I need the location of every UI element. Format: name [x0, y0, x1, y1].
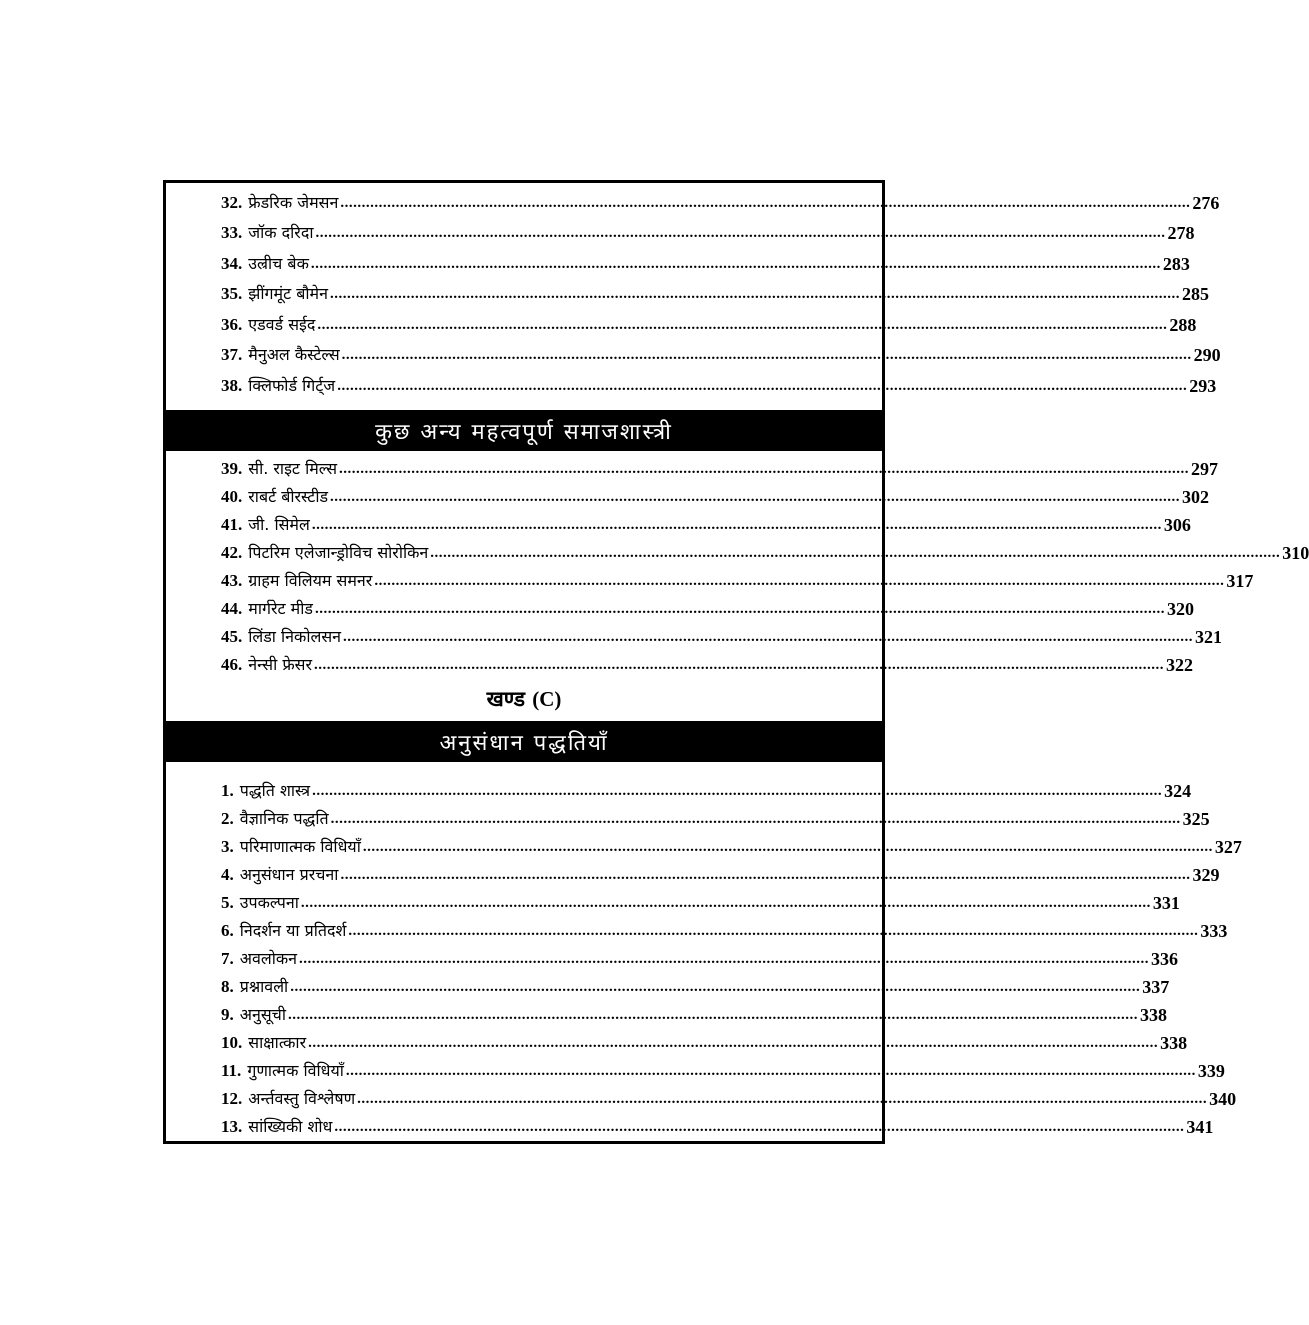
- entry-number: 2.: [221, 809, 234, 828]
- entry-number: 3.: [221, 837, 234, 856]
- entry-number: 46.: [221, 655, 243, 674]
- entry-number: 44.: [221, 599, 243, 618]
- toc-entry[interactable]: [221, 943, 1179, 969]
- dot-leader: ........................................................................................................................................................................................................: [430, 545, 1281, 561]
- entry-page: 325: [1182, 809, 1210, 829]
- toc-entry[interactable]: [221, 217, 1195, 243]
- entry-page: 338: [1160, 1033, 1188, 1053]
- toc-entry[interactable]: [221, 803, 1210, 829]
- dot-leader: ........................................................................................................................................................................................................: [314, 657, 1165, 673]
- dot-leader: ........................................................................................................................................................................................................: [312, 783, 1163, 799]
- entry-page: 340: [1209, 1089, 1237, 1109]
- toc-entry[interactable]: [221, 565, 1254, 591]
- toc-entry[interactable]: [221, 339, 1221, 365]
- entry-page: 336: [1151, 949, 1179, 969]
- entry-title: मार्गरेट मीड: [248, 599, 313, 618]
- toc-entry[interactable]: [221, 537, 1309, 563]
- toc-frame: [163, 180, 1309, 1144]
- toc-entry[interactable]: [221, 481, 1210, 507]
- entry-number: 5.: [221, 893, 234, 912]
- entry-page: 306: [1163, 515, 1191, 535]
- entry-title: निदर्शन या प्रतिदर्श: [239, 921, 347, 940]
- entry-title: वैज्ञानिक पद्धति: [239, 809, 329, 828]
- toc-entry[interactable]: [221, 649, 1194, 675]
- toc-entry[interactable]: [221, 509, 1191, 535]
- toc-entry[interactable]: [221, 370, 1217, 396]
- entry-number: 4.: [221, 865, 234, 884]
- entry-title: झींगमूंट बौमेन: [248, 284, 328, 303]
- entry-title: जॉक दरिदा: [248, 223, 314, 242]
- toc-entry[interactable]: [221, 775, 1192, 801]
- entry-number: 45.: [221, 627, 243, 646]
- dot-leader: ........................................................................................................................................................................................................: [315, 225, 1166, 241]
- entry-number: 41.: [221, 515, 243, 534]
- section-heading-band: कुछ अन्य महत्वपूर्ण समाजशास्त्री: [166, 410, 882, 451]
- entry-title: पद्धति शास्त्र: [239, 781, 311, 800]
- entry-title: अनुसूची: [239, 1005, 286, 1024]
- dot-leader: ........................................................................................................................................................................................................: [317, 317, 1168, 333]
- dot-leader: ........................................................................................................................................................................................................: [330, 811, 1181, 827]
- entry-page: 327: [1214, 837, 1242, 857]
- toc-entry[interactable]: [221, 971, 1170, 997]
- entry-page: 320: [1166, 599, 1194, 619]
- entry-title: पिटरिम एलेजान्ड्रोविच सोरोकिन: [248, 543, 429, 562]
- dot-leader: ........................................................................................................................................................................................................: [300, 895, 1151, 911]
- dot-leader: ........................................................................................................................................................................................................: [329, 286, 1180, 302]
- entry-page: 321: [1195, 627, 1223, 647]
- toc-entry[interactable]: [221, 593, 1194, 619]
- dot-leader: ........................................................................................................................................................................................................: [287, 1007, 1138, 1023]
- entry-number: 7.: [221, 949, 234, 968]
- entry-number: 38.: [221, 376, 243, 395]
- dot-leader: ........................................................................................................................................................................................................: [334, 1119, 1185, 1135]
- entry-title: सांख्यिकी शोध: [248, 1117, 333, 1136]
- entry-title: क्लिफोर्ड गिर्ट्ज: [248, 376, 336, 395]
- dot-leader: ........................................................................................................................................................................................................: [330, 489, 1181, 505]
- toc-entry[interactable]: [221, 1055, 1225, 1081]
- entry-page: 331: [1152, 893, 1180, 913]
- section-heading-band: अनुसंधान पद्धतियाँ: [166, 721, 882, 762]
- entry-number: 9.: [221, 1005, 234, 1024]
- entry-page: 288: [1169, 315, 1197, 335]
- entry-number: 10.: [221, 1033, 243, 1052]
- toc-entry[interactable]: [221, 453, 1219, 479]
- entry-page: 341: [1186, 1117, 1214, 1137]
- entry-page: 278: [1167, 223, 1195, 243]
- entry-title: मैनुअल कैस्टेल्स: [248, 345, 340, 364]
- entry-title: एडवर्ड सईद: [248, 315, 316, 334]
- dot-leader: ........................................................................................................................................................................................................: [290, 979, 1141, 995]
- entry-number: 40.: [221, 487, 243, 506]
- toc-entry[interactable]: [221, 887, 1180, 913]
- entry-number: 35.: [221, 284, 243, 303]
- entry-title: उपकल्पना: [239, 893, 299, 912]
- entry-number: 42.: [221, 543, 243, 562]
- entry-number: 1.: [221, 781, 234, 800]
- toc-entry[interactable]: [221, 859, 1220, 885]
- entry-page: 317: [1226, 571, 1254, 591]
- toc-entry[interactable]: [221, 1111, 1214, 1137]
- dot-leader: ........................................................................................................................................................................................................: [348, 923, 1199, 939]
- entry-title: साक्षात्कार: [248, 1033, 307, 1052]
- toc-entry[interactable]: [221, 187, 1220, 213]
- dot-leader: ........................................................................................................................................................................................................: [362, 839, 1213, 855]
- dot-leader: ........................................................................................................................................................................................................: [339, 461, 1190, 477]
- entry-page: 290: [1193, 345, 1221, 365]
- toc-entry[interactable]: [221, 1027, 1188, 1053]
- entry-number: 8.: [221, 977, 234, 996]
- entry-title: प्रश्नावली: [239, 977, 289, 996]
- entry-page: 283: [1162, 254, 1190, 274]
- dot-leader: ........................................................................................................................................................................................................: [308, 1035, 1159, 1051]
- entry-page: 338: [1139, 1005, 1167, 1025]
- entry-title: परिमाणात्मक विधियाँ: [239, 837, 361, 856]
- dot-leader: ........................................................................................................................................................................................................: [345, 1063, 1196, 1079]
- entry-title: लिंडा निकोलसन: [248, 627, 342, 646]
- toc-entry[interactable]: [221, 831, 1242, 857]
- entry-page: 276: [1192, 193, 1220, 213]
- entry-page: 293: [1189, 376, 1217, 396]
- entry-number: 12.: [221, 1089, 243, 1108]
- entry-title: गुणात्मक विधियाँ: [247, 1061, 344, 1080]
- entry-title: अवलोकन: [239, 949, 298, 968]
- dot-leader: ........................................................................................................................................................................................................: [341, 347, 1192, 363]
- entry-page: 329: [1192, 865, 1220, 885]
- entry-number: 33.: [221, 223, 243, 242]
- dot-leader: ........................................................................................................................................................................................................: [340, 195, 1191, 211]
- entry-title: ग्राहम विलियम समनर: [248, 571, 373, 590]
- entry-title: सी. राइट मिल्स: [248, 459, 338, 478]
- dot-leader: ........................................................................................................................................................................................................: [310, 256, 1161, 272]
- entry-page: 310: [1282, 543, 1309, 563]
- toc-entry[interactable]: [221, 248, 1190, 274]
- entry-number: 34.: [221, 254, 243, 273]
- entry-number: 11.: [221, 1061, 242, 1080]
- entry-page: 337: [1142, 977, 1170, 997]
- entry-page: 302: [1182, 487, 1210, 507]
- entry-page: 339: [1197, 1061, 1225, 1081]
- entry-page: 297: [1191, 459, 1219, 479]
- entry-number: 13.: [221, 1117, 243, 1136]
- dot-leader: ........................................................................................................................................................................................................: [299, 951, 1150, 967]
- toc-entry[interactable]: [221, 278, 1209, 304]
- dot-leader: ........................................................................................................................................................................................................: [311, 517, 1162, 533]
- toc-entry[interactable]: [221, 999, 1167, 1025]
- entry-page: 324: [1164, 781, 1192, 801]
- toc-entry[interactable]: [221, 309, 1197, 335]
- toc-entry[interactable]: [221, 915, 1228, 941]
- entry-title: उल्रीच बेक: [248, 254, 309, 273]
- entry-title: राबर्ट बीरस्टीड: [248, 487, 329, 506]
- dot-leader: ........................................................................................................................................................................................................: [340, 867, 1191, 883]
- dot-leader: ........................................................................................................................................................................................................: [337, 378, 1188, 394]
- entry-title: अर्न्तवस्तु विश्लेषण: [248, 1089, 356, 1108]
- entry-number: 39.: [221, 459, 243, 478]
- dot-leader: ........................................................................................................................................................................................................: [357, 1091, 1208, 1107]
- entry-page: 285: [1181, 284, 1209, 304]
- dot-leader: ........................................................................................................................................................................................................: [374, 573, 1225, 589]
- entry-title: नेन्सी फ्रेसर: [248, 655, 313, 674]
- dot-leader: ........................................................................................................................................................................................................: [314, 601, 1165, 617]
- entry-title: जी. सिमेल: [248, 515, 310, 534]
- entry-number: 6.: [221, 921, 234, 940]
- entry-page: 333: [1200, 921, 1228, 941]
- part-heading: [166, 685, 882, 713]
- toc-entry[interactable]: [221, 621, 1223, 647]
- entry-page: 322: [1166, 655, 1194, 675]
- entry-number: 37.: [221, 345, 243, 364]
- dot-leader: ........................................................................................................................................................................................................: [343, 629, 1194, 645]
- part-heading-label: खण्ड: [486, 687, 525, 711]
- entry-number: 36.: [221, 315, 243, 334]
- entry-number: 32.: [221, 193, 243, 212]
- part-heading-letter: (C): [532, 687, 562, 711]
- toc-entry[interactable]: [221, 1083, 1237, 1109]
- entry-title: अनुसंधान प्ररचना: [239, 865, 339, 884]
- entry-title: फ्रेडरिक जेमसन: [248, 193, 339, 212]
- entry-number: 43.: [221, 571, 243, 590]
